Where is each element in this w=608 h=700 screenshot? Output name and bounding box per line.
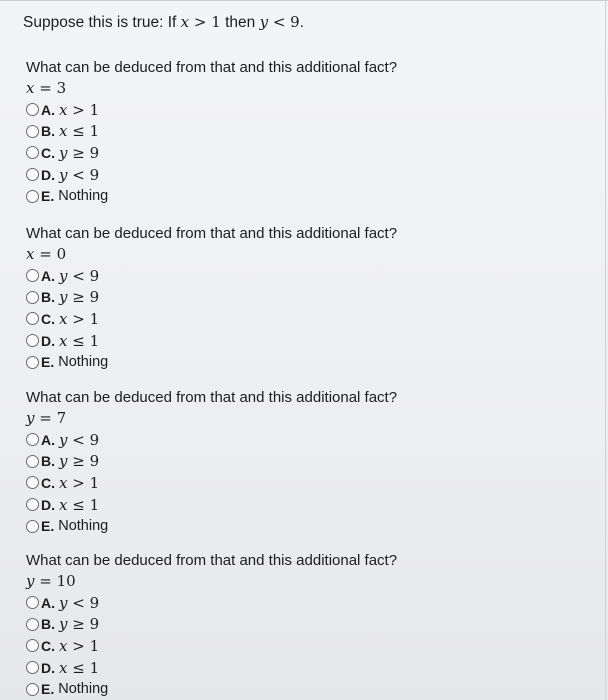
question-4 <box>26 551 586 700</box>
answer-options <box>26 265 586 373</box>
question-prompt: What can be deduced from that and this additional fact? <box>26 552 398 569</box>
option-variable: y <box>59 452 68 471</box>
option-letter: C. <box>41 144 55 161</box>
option-variable: y <box>59 266 68 285</box>
option-expression <box>59 431 99 449</box>
option-expression <box>59 144 99 162</box>
option-relation: > 1 <box>67 473 100 492</box>
option-a[interactable] <box>26 592 586 614</box>
radio-button[interactable] <box>26 661 39 674</box>
option-c[interactable] <box>26 308 586 330</box>
option-letter: A. <box>41 594 55 611</box>
option-text: Nothing <box>58 518 109 535</box>
option-variable: x <box>59 636 68 655</box>
radio-button[interactable] <box>26 334 39 347</box>
radio-button[interactable] <box>26 146 39 159</box>
option-e[interactable] <box>26 515 586 537</box>
option-variable: x <box>59 309 68 328</box>
option-expression <box>59 594 99 612</box>
option-d[interactable] <box>26 330 586 352</box>
radio-button[interactable] <box>26 498 39 511</box>
option-relation: ≤ 1 <box>67 495 100 514</box>
question-prompt: What can be deduced from that and this additional fact? <box>26 389 398 406</box>
option-text: Nothing <box>58 188 109 205</box>
option-relation: < 9 <box>67 593 100 612</box>
option-letter: A. <box>41 101 55 118</box>
radio-button[interactable] <box>26 433 39 446</box>
radio-button[interactable] <box>26 476 39 489</box>
option-relation: ≤ 1 <box>67 331 100 350</box>
option-relation: ≥ 9 <box>67 143 100 162</box>
option-letter: B. <box>41 453 55 470</box>
option-variable: x <box>59 495 68 514</box>
option-letter: C. <box>41 637 55 654</box>
option-letter: D. <box>41 496 55 513</box>
option-relation: > 1 <box>67 100 100 119</box>
fact-variable: y <box>26 409 35 427</box>
question-1 <box>26 58 586 207</box>
option-relation: > 1 <box>67 636 100 655</box>
option-expression <box>59 122 99 140</box>
option-c[interactable] <box>26 142 586 164</box>
option-relation: ≥ 9 <box>67 452 100 471</box>
radio-button[interactable] <box>26 312 39 325</box>
option-variable: y <box>59 430 68 449</box>
option-variable: y <box>59 593 68 612</box>
additional-fact <box>26 244 586 264</box>
option-letter: D. <box>41 659 55 676</box>
premise-condition-variable: x <box>180 13 190 31</box>
fact-relation: = 3 <box>34 79 67 97</box>
radio-button[interactable] <box>26 683 39 696</box>
option-variable: x <box>59 658 68 677</box>
option-a[interactable] <box>26 429 586 451</box>
option-variable: y <box>59 615 68 634</box>
option-d[interactable] <box>26 657 586 679</box>
option-variable: x <box>59 473 68 492</box>
radio-button[interactable] <box>26 168 39 181</box>
option-letter: D. <box>41 332 55 349</box>
option-expression <box>59 474 99 492</box>
option-expression <box>59 267 99 285</box>
option-variable: x <box>59 122 68 141</box>
radio-button[interactable] <box>26 596 39 609</box>
option-variable: y <box>59 288 68 307</box>
option-e[interactable] <box>26 678 586 700</box>
option-relation: > 1 <box>67 309 100 328</box>
option-expression <box>59 101 99 119</box>
option-letter: E. <box>41 681 55 698</box>
frame-top-border <box>0 0 608 1</box>
radio-button[interactable] <box>26 356 39 369</box>
option-e[interactable] <box>26 351 586 373</box>
option-letter: E. <box>41 354 55 371</box>
radio-button[interactable] <box>26 618 39 631</box>
fact-variable: y <box>26 572 35 590</box>
fact-relation: = 7 <box>34 409 67 427</box>
option-letter: D. <box>41 166 55 183</box>
option-variable: y <box>59 143 68 162</box>
answer-options <box>26 99 586 207</box>
fact-relation: = 0 <box>34 245 67 263</box>
option-text: Nothing <box>58 681 109 698</box>
question-prompt: What can be deduced from that and this additional fact? <box>26 225 398 242</box>
premise-condition <box>181 13 221 31</box>
radio-button[interactable] <box>26 190 39 203</box>
option-expression <box>59 452 99 470</box>
answer-options <box>26 429 586 537</box>
premise-suffix: . <box>299 14 305 31</box>
option-relation: ≥ 9 <box>67 615 100 634</box>
option-a[interactable] <box>26 265 586 287</box>
option-letter: C. <box>41 310 55 327</box>
fact-relation: = 10 <box>34 572 76 590</box>
radio-button[interactable] <box>26 455 39 468</box>
additional-fact <box>26 408 586 428</box>
radio-button[interactable] <box>26 291 39 304</box>
premise-result <box>260 13 300 31</box>
question-prompt: What can be deduced from that and this additional fact? <box>26 59 398 76</box>
option-expression <box>59 659 99 677</box>
premise-condition-relation: > 1 <box>189 13 221 31</box>
option-b[interactable] <box>26 287 586 309</box>
premise-statement <box>23 11 304 34</box>
option-variable: x <box>59 331 68 350</box>
premise-middle: then <box>220 14 260 31</box>
fact-variable: x <box>26 79 35 97</box>
radio-button[interactable] <box>26 103 39 116</box>
option-expression <box>59 166 99 184</box>
option-relation: < 9 <box>67 266 100 285</box>
option-relation: ≤ 1 <box>67 658 100 677</box>
question-3 <box>26 388 586 537</box>
option-d[interactable] <box>26 494 586 516</box>
option-b[interactable] <box>26 451 586 473</box>
option-text: Nothing <box>58 354 109 371</box>
option-variable: y <box>59 165 68 184</box>
option-letter: E. <box>41 188 55 205</box>
option-expression <box>59 310 99 328</box>
option-relation: < 9 <box>67 430 100 449</box>
option-expression <box>59 288 99 306</box>
answer-options <box>26 592 586 700</box>
option-d[interactable] <box>26 164 586 186</box>
option-letter: E. <box>41 518 55 535</box>
option-expression <box>59 332 99 350</box>
radio-button[interactable] <box>26 269 39 282</box>
additional-fact <box>26 571 586 591</box>
option-relation: ≥ 9 <box>67 288 100 307</box>
option-expression <box>59 637 99 655</box>
option-letter: C. <box>41 474 55 491</box>
additional-fact <box>26 78 586 98</box>
option-relation: < 9 <box>67 165 100 184</box>
option-letter: A. <box>41 267 55 284</box>
radio-button[interactable] <box>26 639 39 652</box>
fact-variable: x <box>26 245 35 263</box>
option-expression <box>59 615 99 633</box>
option-letter: B. <box>41 289 55 306</box>
option-b[interactable] <box>26 614 586 636</box>
option-a[interactable] <box>26 99 586 121</box>
premise-prefix: Suppose this is true: If <box>23 14 181 31</box>
option-expression <box>59 496 99 514</box>
option-b[interactable] <box>26 121 586 143</box>
radio-button[interactable] <box>26 520 39 533</box>
option-letter: B. <box>41 123 55 140</box>
premise-result-relation: < 9 <box>268 13 300 31</box>
option-e[interactable] <box>26 185 586 207</box>
question-2 <box>26 224 586 373</box>
option-letter: B. <box>41 616 55 633</box>
premise-result-variable: y <box>259 13 269 31</box>
radio-button[interactable] <box>26 125 39 138</box>
option-letter: A. <box>41 431 55 448</box>
option-c[interactable] <box>26 635 586 657</box>
option-c[interactable] <box>26 472 586 494</box>
frame-right-border <box>605 0 606 700</box>
option-relation: ≤ 1 <box>67 122 100 141</box>
option-variable: x <box>59 100 68 119</box>
